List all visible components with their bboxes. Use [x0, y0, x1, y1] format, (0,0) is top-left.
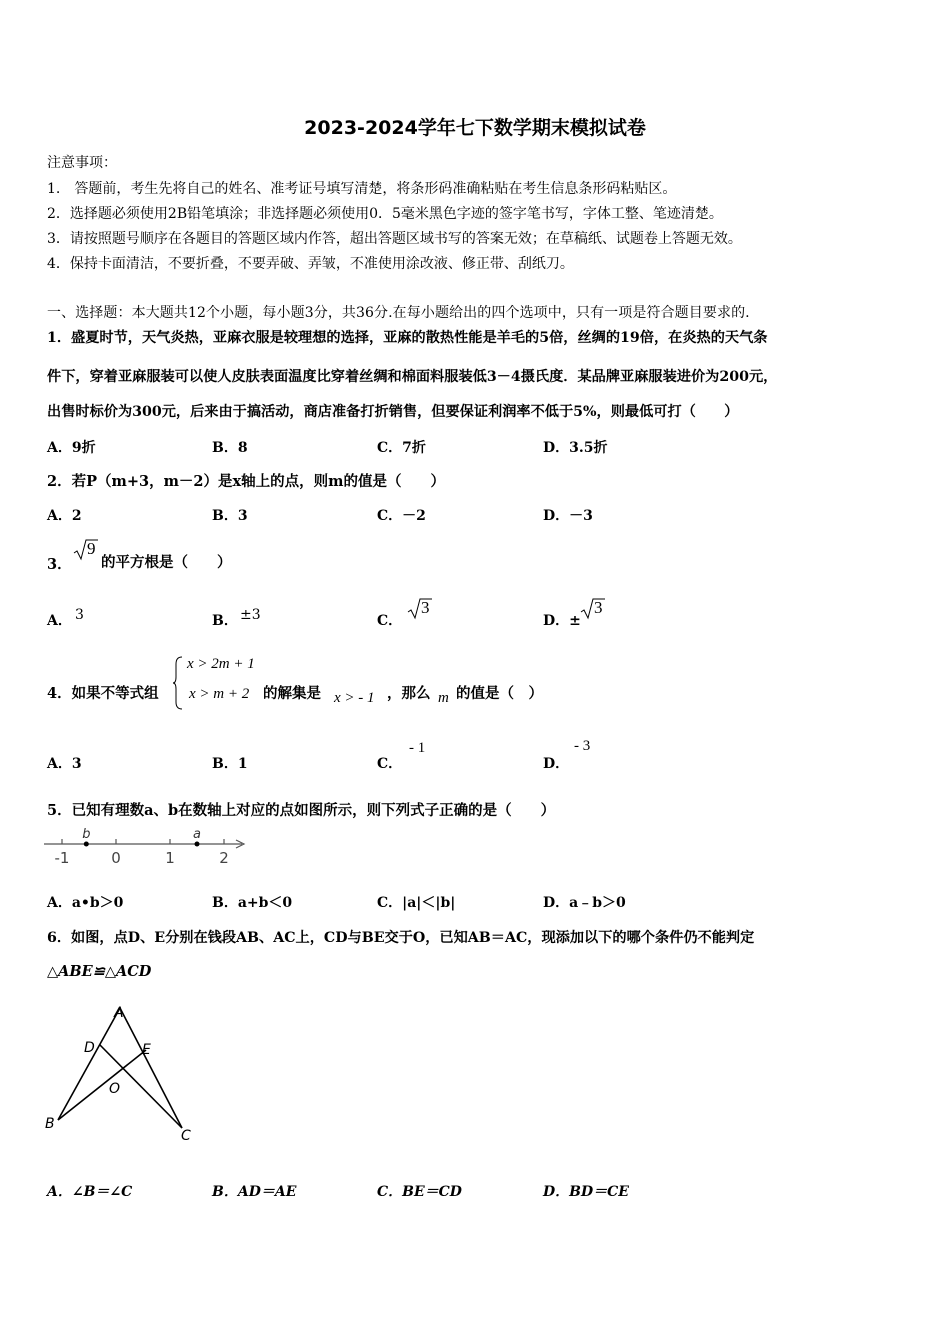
q2-option-b[interactable]: B．3 — [212, 508, 248, 524]
q4-variable: m — [438, 690, 449, 706]
q1-line-2: 件下，穿着亚麻服装可以使人皮肤表面温度比穿着丝绸和棉面料服装低3－4摄氏度．某品牌亚麻服装进价为200元， — [47, 369, 778, 385]
q4-mid: 的解集是 — [263, 685, 321, 702]
segment-be — [58, 1050, 146, 1120]
q1-option-c[interactable]: C．7折 — [377, 440, 426, 456]
q3-stem: 的平方根是（ ） — [101, 554, 232, 571]
q3-option-c-value: 3 — [421, 598, 430, 617]
q5-option-c[interactable]: C．|a|＜|b| — [377, 895, 456, 911]
q2-option-a[interactable]: A．2 — [47, 508, 82, 524]
q6-stem-line-2: △ABE≌△ACD — [47, 963, 152, 980]
q1-option-a[interactable]: A．9折 — [47, 440, 96, 456]
q4-option-c-value: - 1 — [409, 740, 426, 756]
number-line-point-a — [195, 842, 200, 847]
q5-number-line — [40, 826, 252, 868]
q5-option-b[interactable]: B．a+b＜0 — [212, 895, 293, 911]
q6-triangle-figure — [40, 1000, 200, 1146]
label-c: C — [181, 1128, 191, 1144]
notice-item-2: 2．选择题必须使用2B铅笔填涂；非选择题必须使用0．5毫米黑色字迹的签字笔书写，字体工整、笔迹清楚。 — [47, 206, 723, 222]
q4-tail: 的值是（ ） — [456, 685, 543, 702]
number-line-tick-label: 0 — [111, 849, 121, 867]
q1-line-1: 1．盛夏时节，天气炎热，亚麻衣服是较理想的选择，亚麻的散热性能是羊毛的5倍，丝绸的19倍，在炎热的天气条 — [47, 330, 768, 346]
q3-radicand: 9 — [87, 539, 96, 558]
number-line-tick-label: -1 — [54, 849, 70, 867]
section-heading: 一、选择题：本大题共12个小题，每小题3分，共36分.在每小题给出的四个选项中，只有一项是符合题目要求的. — [47, 305, 750, 321]
q4-inequality-1: x > 2m + 1 — [187, 656, 255, 672]
number-line-tick-label: 2 — [219, 849, 229, 867]
q4-option-a[interactable]: A．3 — [47, 756, 82, 772]
q4-option-d-label[interactable]: D． — [543, 756, 570, 772]
q3-option-a-value: 3 — [75, 607, 84, 623]
q3-option-d-label[interactable]: D．± — [543, 613, 581, 629]
q3-option-b-label[interactable]: B． — [212, 613, 238, 629]
label-a: A — [114, 1005, 124, 1021]
q6-option-d[interactable]: D．BD＝CE — [543, 1184, 629, 1200]
number-line-point-b — [84, 842, 89, 847]
label-e: E — [142, 1042, 151, 1058]
label-b: B — [45, 1116, 55, 1132]
notice-item-3: 3．请按照题号顺序在各题目的答题区域内作答，超出答题区域书写的答案无效；在草稿纸、试题卷上答题无效。 — [47, 231, 742, 247]
q6-option-c[interactable]: C．BE＝CD — [377, 1184, 462, 1200]
q3-option-a-label[interactable]: A． — [47, 613, 72, 629]
q4-option-b[interactable]: B．1 — [212, 756, 248, 772]
number-line-point-label-a: a — [193, 827, 201, 842]
segment-ab — [58, 1008, 120, 1120]
q4-then: ，那么 — [387, 685, 431, 702]
notice-item-4: 4．保持卡面清洁，不要折叠，不要弄破、弄皱，不准使用涂改液、修正带、刮纸刀。 — [47, 256, 574, 272]
label-o: O — [109, 1081, 121, 1097]
notice-item-1: 1. 答题前，考生先将自己的姓名、准考证号填写清楚，将条形码准确粘贴在考生信息条形码粘贴区。 — [47, 181, 677, 197]
q4-option-d-value: - 3 — [574, 738, 591, 754]
q4-solution: x > - 1 — [334, 690, 375, 706]
q1-option-b[interactable]: B．8 — [212, 440, 248, 456]
q3-option-c-label[interactable]: C． — [377, 613, 403, 629]
q3-number: 3． — [47, 556, 72, 573]
q2-option-c[interactable]: C．－2 — [377, 508, 426, 524]
number-line-point-label-b: b — [82, 827, 91, 842]
q3-option-d-value: 3 — [594, 598, 603, 617]
q5-option-a[interactable]: A．a•b＞0 — [47, 895, 124, 911]
q5-option-d[interactable]: D．a﹣b＞0 — [543, 895, 626, 911]
q6-option-b[interactable]: B．AD＝AE — [212, 1184, 297, 1200]
q2-option-d[interactable]: D．－3 — [543, 508, 593, 524]
q5-stem: 5．已知有理数a、b在数轴上对应的点如图所示，则下列式子正确的是（ ） — [47, 802, 556, 819]
q6-option-a[interactable]: A．∠B＝∠C — [47, 1184, 133, 1200]
q2-stem: 2．若P（m+3，m－2）是x轴上的点，则m的值是（ ） — [47, 473, 445, 490]
number-line-tick-label: 1 — [165, 849, 175, 867]
q4-lead: 4．如果不等式组 — [47, 685, 159, 702]
notice-heading: 注意事项： — [47, 155, 117, 171]
q3-option-b-value: ±3 — [240, 607, 261, 623]
page-title: 2023-2024学年七下数学期末模拟试卷 — [304, 117, 646, 139]
q1-line-3: 出售时标价为300元，后来由于搞活动，商店准备打折销售，但要保证利润率不低于5%，则最低可打（ ） — [47, 404, 739, 420]
q4-option-c-label[interactable]: C． — [377, 756, 403, 772]
q4-inequality-2: x > m + 2 — [189, 686, 250, 702]
segment-ac — [120, 1008, 182, 1128]
label-d: D — [84, 1040, 95, 1056]
q4-brace — [172, 656, 184, 710]
q1-option-d[interactable]: D．3.5折 — [543, 440, 608, 456]
q6-stem-line-1: 6．如图，点D、E分别在钱段AB、AC上，CD与BE交于O，已知AB＝AC，现添加以下的哪个条件仍不能判定 — [47, 930, 755, 946]
